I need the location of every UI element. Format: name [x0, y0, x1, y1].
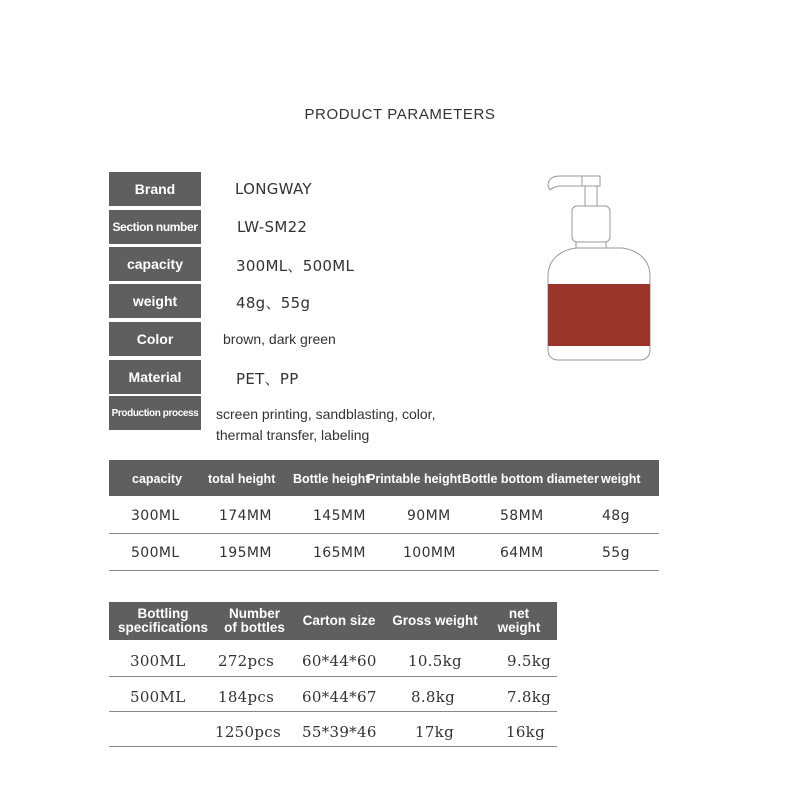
- param-value-line: screen printing, sandblasting, color,: [216, 406, 436, 422]
- table-row: [109, 677, 557, 713]
- table-row: [109, 641, 557, 677]
- param-label: Section number: [109, 210, 201, 244]
- column-header: [217, 607, 292, 635]
- table-cell: 55g: [602, 545, 630, 561]
- table-header: [109, 460, 659, 496]
- table-cell: 58MM: [500, 508, 544, 524]
- table-cell: 16kg: [506, 723, 545, 741]
- column-header-line: Bottling: [137, 606, 189, 621]
- table-cell: 300ML: [130, 652, 186, 670]
- table-cell: 9.5kg: [507, 652, 552, 670]
- row-divider: [109, 570, 659, 571]
- column-header-line: Carton size: [302, 613, 376, 628]
- column-header-line: net: [508, 606, 530, 621]
- column-header: capacity: [132, 472, 183, 486]
- column-header: Printable height: [367, 472, 462, 486]
- column-header: total height: [208, 472, 276, 486]
- param-value: PET、PP: [236, 370, 299, 388]
- table-cell: 60*44*67: [302, 688, 377, 706]
- bottle-illustration: [540, 172, 660, 362]
- param-label: Material: [109, 360, 201, 394]
- column-header: Bottle height: [293, 472, 370, 486]
- param-value: brown, dark green: [223, 331, 336, 347]
- table-cell: 60*44*60: [302, 652, 377, 670]
- table-cell: 100MM: [403, 545, 456, 561]
- column-header: [114, 607, 212, 635]
- column-header-line: Number: [228, 606, 280, 621]
- bottle-label: [548, 284, 650, 346]
- column-header: weight: [601, 472, 641, 486]
- param-value: 48g、55g: [236, 294, 311, 312]
- table-cell: 145MM: [313, 508, 366, 524]
- table-cell: 195MM: [219, 545, 272, 561]
- param-value: LW-SM22: [237, 218, 308, 236]
- table-row: [109, 534, 659, 570]
- table-cell: 174MM: [219, 508, 272, 524]
- param-value: [216, 404, 476, 446]
- column-header-line: weight: [497, 620, 541, 635]
- table-cell: 500ML: [131, 545, 180, 561]
- table-row: [109, 497, 659, 533]
- param-value-line: thermal transfer, labeling: [216, 427, 370, 443]
- table-cell: 64MM: [500, 545, 544, 561]
- table-cell: 500ML: [130, 688, 186, 706]
- table-cell: 272pcs: [218, 652, 275, 670]
- param-label: weight: [109, 284, 201, 318]
- table-cell: 1250pcs: [215, 723, 281, 741]
- table-cell: 184pcs: [218, 688, 275, 706]
- table-cell: 48g: [602, 508, 630, 524]
- param-label: Brand: [109, 172, 201, 206]
- table-row: [109, 712, 557, 748]
- table-cell: 165MM: [313, 545, 366, 561]
- table-cell: 300ML: [131, 508, 180, 524]
- param-value: 300ML、500ML: [236, 257, 355, 275]
- table-cell: 17kg: [415, 723, 454, 741]
- param-value: LONGWAY: [235, 180, 312, 198]
- column-header-line: of bottles: [224, 620, 285, 635]
- param-label: Production process: [109, 396, 201, 430]
- column-header: [494, 607, 544, 635]
- table-cell: 55*39*46: [302, 723, 377, 741]
- table-cell: 8.8kg: [411, 688, 456, 706]
- row-divider: [109, 746, 557, 747]
- param-label: Color: [109, 322, 201, 356]
- table-cell: 10.5kg: [408, 652, 462, 670]
- column-header: [388, 614, 482, 628]
- table-header: [109, 602, 557, 640]
- column-header-line: specifications: [117, 620, 209, 635]
- table-cell: 7.8kg: [507, 688, 552, 706]
- param-label: capacity: [109, 247, 201, 281]
- column-header-line: Gross weight: [392, 613, 478, 628]
- table-cell: 90MM: [407, 508, 451, 524]
- column-header: [297, 614, 381, 628]
- column-header: Bottle bottom diameter: [462, 472, 599, 486]
- page-title: PRODUCT PARAMETERS: [304, 106, 496, 123]
